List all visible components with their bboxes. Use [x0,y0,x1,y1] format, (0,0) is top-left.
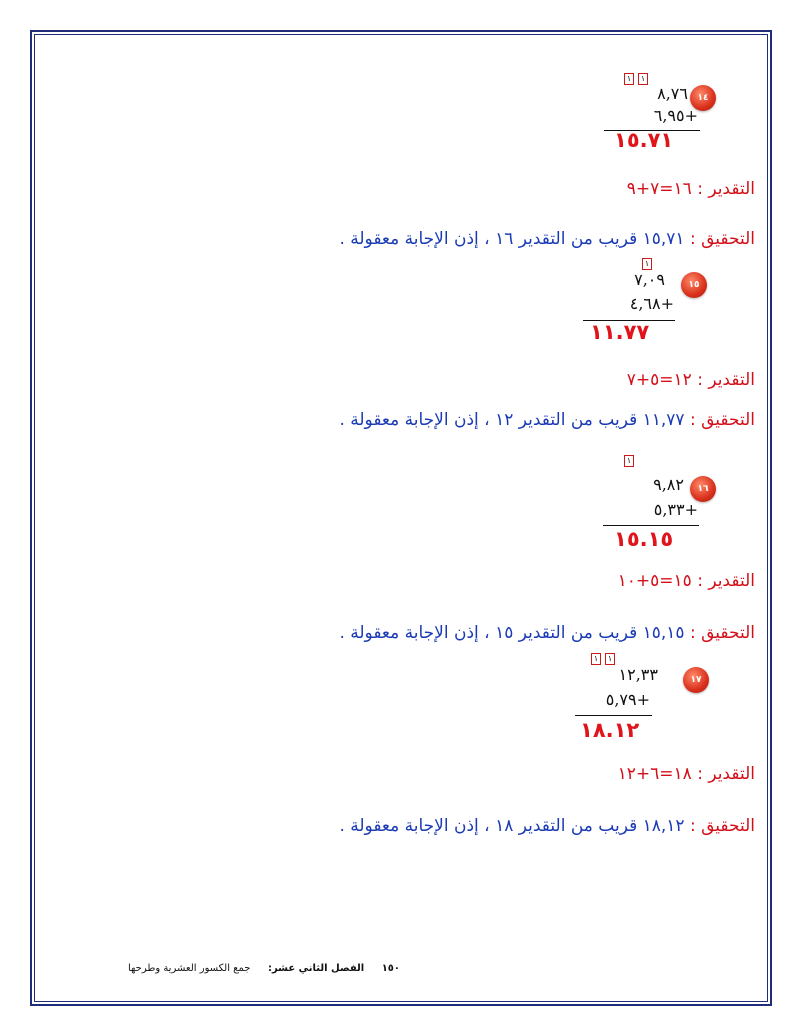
operand-1: ٩,٨٢ [653,475,684,494]
check-text: ١١,٧٧ قريب من التقدير ١٢ ، إذن الإجابة معقولة . [339,410,685,430]
carry-marks [624,455,638,467]
estimate-label: التقدير : [697,179,755,199]
check-label: التحقيق : [689,623,755,643]
check-text: ١٥,١٥ قريب من التقدير ١٥ ، إذن الإجابة معقولة . [339,623,685,643]
estimate-label: التقدير : [697,764,755,784]
problem-number-badge: ١٦ [690,476,716,502]
operand-2: ٦,٩٥+ [653,106,698,125]
check-label: التحقيق : [689,816,755,836]
problem-number-badge: ١٤ [690,85,716,111]
estimate-line [618,571,755,591]
operand-1: ٧,٠٩ [634,270,665,289]
estimate-line [618,764,755,784]
sum-result: ١٥.٧١ [614,128,674,152]
footer-chapter: الفصل الثاني عشر: [267,963,365,974]
problem-number-badge: ١٥ [681,272,707,298]
operand-2: ٤,٦٨+ [629,294,674,313]
carry-marks [591,653,619,665]
footer-page-number: ١٥٠ [381,963,400,974]
carry-marks [624,73,652,85]
estimate-value: ١٢=٥+٧ [626,370,692,390]
sum-result: ١١.٧٧ [590,320,650,344]
check-line [339,410,755,430]
carry-box: ١ [624,73,634,85]
check-label: التحقيق : [689,229,755,249]
check-text: ١٥,٧١ قريب من التقدير ١٦ ، إذن الإجابة معقولة . [339,229,685,249]
carry-box: ١ [624,455,634,467]
operand-2: ٥,٧٩+ [605,690,650,709]
sum-result: ١٨.١٢ [580,718,640,742]
estimate-label: التقدير : [697,370,755,390]
sum-rule [575,715,652,716]
estimate-line [627,370,755,390]
estimate-value: ١٥=٥+١٠ [617,571,692,591]
page-footer [60,963,400,974]
problem-number-badge: ١٧ [683,667,709,693]
check-line [339,229,755,249]
estimate-value: ١٨=٦+١٢ [617,764,692,784]
check-line [339,816,755,836]
carry-marks [642,258,656,270]
check-text: ١٨,١٢ قريب من التقدير ١٨ ، إذن الإجابة معقولة . [339,816,685,836]
check-label: التحقيق : [689,410,755,430]
carry-box: ١ [638,73,648,85]
check-line [339,623,755,643]
carry-box: ١ [591,653,601,665]
sum-result: ١٥.١٥ [614,527,674,551]
estimate-line [627,179,755,199]
estimate-value: ١٦=٧+٩ [626,179,692,199]
estimate-label: التقدير : [697,571,755,591]
carry-box: ١ [642,258,652,270]
carry-box: ١ [605,653,615,665]
operand-1: ٨,٧٦ [657,84,688,103]
operand-1: ١٢,٣٣ [618,665,658,684]
footer-title: جمع الكسور العشرية وطرحها [128,963,251,974]
sum-rule [603,525,699,526]
operand-2: ٥,٣٣+ [653,500,698,519]
